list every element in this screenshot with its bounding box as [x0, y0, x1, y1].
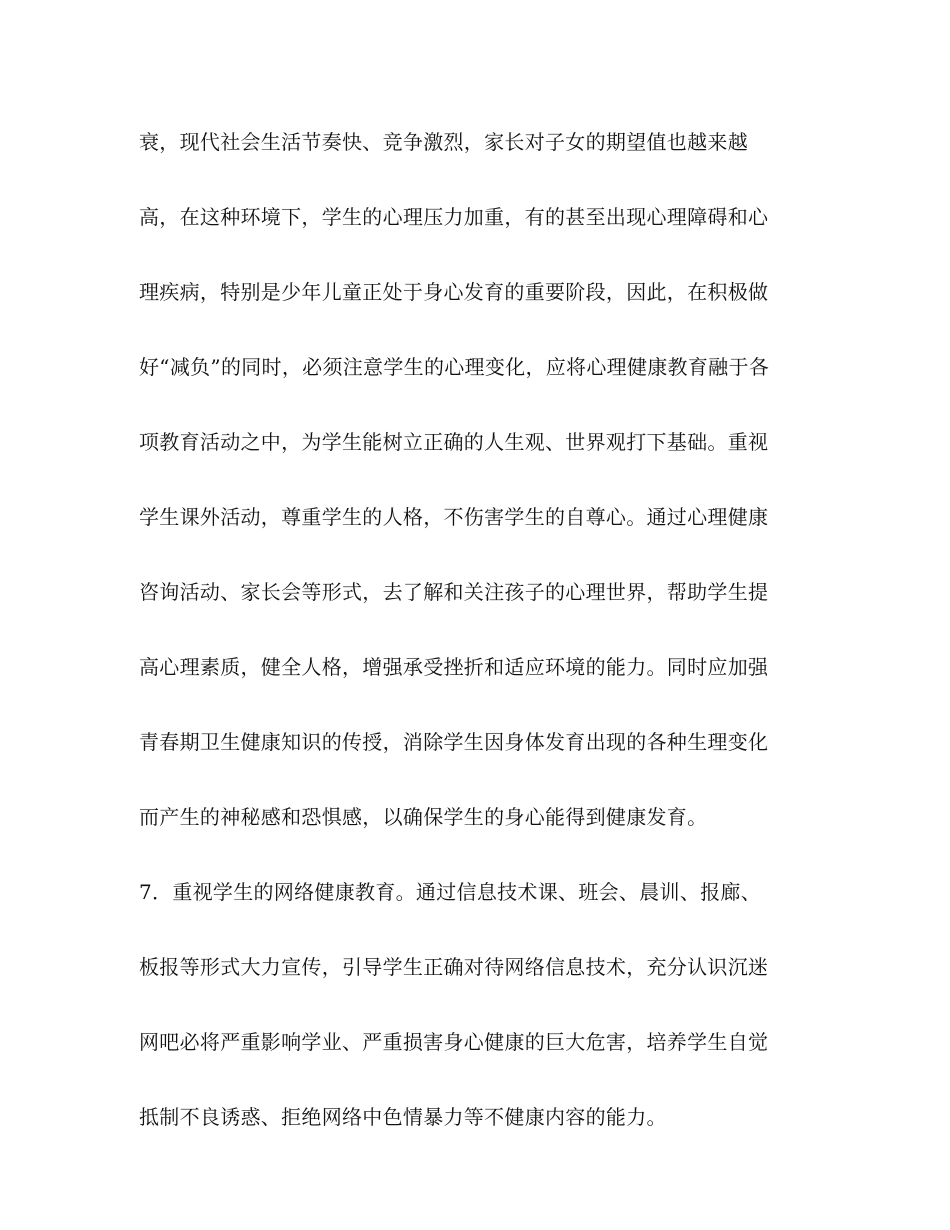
text-line: 衰，现代社会生活节奏快、竞争激烈，家长对子女的期望值也越来越 — [139, 130, 748, 154]
text-line: 理疾病，特别是少年儿童正处于身心发育的重要阶段，因此，在积极做 — [139, 280, 769, 304]
text-line: 咨询活动、家长会等形式，去了解和关注孩子的心理世界，帮助学生提 — [139, 580, 769, 604]
text-line: 高，在这种环境下，学生的心理压力加重，有的甚至出现心理障碍和心 — [139, 205, 769, 229]
text-line: 板报等形式大力宣传，引导学生正确对待网络信息技术，充分认识沉迷 — [139, 955, 769, 979]
text-line: 而产生的神秘感和恐惧感，以确保学生的身心能得到健康发育。 — [139, 805, 708, 829]
text-line: 项教育活动之中，为学生能树立正确的人生观、世界观打下基础。重视 — [139, 430, 769, 454]
text-line: 好“减负”的同时，必须注意学生的心理变化，应将心理健康教育融于各 — [139, 355, 770, 379]
text-line: 抵制不良诱惑、拒绝网络中色情暴力等不健康内容的能力。 — [139, 1105, 667, 1129]
text-line: 青春期卫生健康知识的传授，消除学生因身体发育出现的各种生理变化 — [139, 730, 769, 754]
text-line: 高心理素质，健全人格，增强承受挫折和适应环境的能力。同时应加强 — [139, 655, 769, 679]
numbered-item-heading: 7．重视学生的网络健康教育。通过信息技术课、班会、晨训、报廊、 — [139, 880, 762, 904]
text-line: 学生课外活动，尊重学生的人格，不伤害学生的自尊心。通过心理健康 — [139, 505, 769, 529]
text-line: 网吧必将严重影响学业、严重损害身心健康的巨大危害，培养学生自觉 — [139, 1030, 769, 1054]
